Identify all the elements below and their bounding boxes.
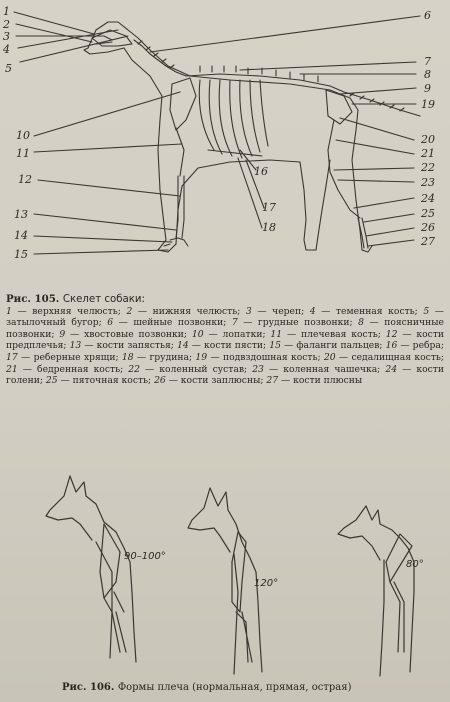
legend-item-text: — теменная кость;: [315, 305, 424, 317]
angle-normal: 90–100°: [124, 551, 166, 562]
legend-item-number: 23: [252, 363, 264, 375]
legend-item-text: — грудина;: [133, 351, 196, 363]
label-3: 3: [3, 30, 10, 43]
legend-item-number: 15: [269, 340, 281, 352]
legend-item-number: 9: [59, 328, 66, 340]
figure-106-subtitle: Формы плеча (нормальная, прямая, острая): [117, 682, 352, 693]
legend-item: [46, 375, 154, 386]
label-25: 25: [421, 207, 435, 220]
label-13: 13: [14, 208, 28, 221]
legend-item-text: — реберные хрящи;: [17, 351, 122, 363]
legend-item-number: 6: [107, 317, 114, 329]
legend-item-text: — кости запястья;: [81, 340, 177, 352]
legend-item-number: 20: [323, 351, 336, 363]
legend-item-number: 18: [121, 351, 134, 363]
figure-105-dog-skeleton: [0, 0, 450, 290]
figure-106-caption: [62, 682, 442, 693]
figure-105-subtitle: Скелет собаки:: [62, 294, 145, 305]
label-2: 2: [3, 18, 10, 31]
legend-item: [386, 340, 444, 351]
legend-item-text: — кости заплюсны;: [165, 375, 267, 387]
legend-item-text: — лопатки;: [203, 328, 271, 340]
label-9: 9: [424, 82, 431, 95]
label-26: 26: [421, 221, 435, 234]
figure-105-number: Рис. 105.: [6, 293, 60, 305]
angle-straight: 120°: [254, 578, 279, 589]
label-21: 21: [421, 147, 435, 160]
legend-item-number: 14: [176, 340, 189, 352]
legend-item-text: — хвостовые позвонки;: [65, 328, 192, 340]
label-6: 6: [424, 9, 431, 22]
figure-106-shoulder-forms: [0, 462, 450, 682]
legend-item: [154, 375, 266, 386]
legend-item-text: — шейные позвонки;: [113, 317, 232, 329]
legend-item-text: — кости голени;: [6, 363, 445, 387]
legend-item-number: 24: [385, 363, 398, 375]
legend-item-text: — череп;: [251, 305, 310, 317]
label-1: 1: [3, 5, 10, 18]
legend-item-text: — ребра;: [397, 340, 444, 352]
legend-item-number: 1: [6, 305, 12, 317]
label-8: 8: [424, 68, 431, 81]
label-22: 22: [421, 161, 435, 174]
legend-item: [107, 317, 232, 328]
legend-item-number: 25: [45, 375, 58, 387]
legend-item: [324, 352, 444, 363]
label-17: 17: [262, 201, 276, 214]
legend-item-number: 2: [126, 305, 133, 317]
legend-item-number: 27: [266, 375, 279, 387]
legend-item-number: 26: [154, 375, 166, 387]
legend-item-number: 22: [128, 363, 140, 375]
label-5: 5: [5, 62, 12, 75]
label-16: 16: [254, 165, 268, 178]
legend-item: [59, 329, 192, 340]
legend-item-text: — нижняя челюсть;: [132, 305, 246, 317]
legend-item-number: 19: [195, 351, 208, 363]
label-23: 23: [421, 176, 435, 189]
legend-item-text: — коленная чашечка;: [263, 363, 386, 375]
label-4: 4: [3, 43, 10, 56]
legend-item-text: — верхняя челюсть;: [11, 305, 127, 317]
legend-item: [195, 352, 323, 363]
legend-item-text: — пяточная кость;: [57, 375, 155, 387]
legend-item-number: 7: [231, 317, 238, 329]
legend-item-number: 3: [245, 305, 252, 317]
legend-item: [310, 306, 424, 317]
legend-item-text: — подвздошная кость;: [207, 351, 324, 363]
legend-item-number: 10: [191, 328, 204, 340]
label-27: 27: [421, 235, 435, 248]
label-18: 18: [262, 221, 276, 234]
legend-item-text: — затылочный бугор;: [6, 305, 444, 329]
legend-item: [192, 329, 271, 340]
legend-item: [252, 364, 385, 375]
shoulder-forms-drawing: [0, 462, 450, 682]
legend-item: [269, 340, 385, 351]
label-15: 15: [14, 248, 28, 261]
label-24: 24: [421, 192, 435, 205]
legend-item: [128, 364, 252, 375]
label-12: 12: [18, 173, 32, 186]
legend-item: [266, 375, 362, 386]
legend-item: [122, 352, 196, 363]
legend-item-number: 12: [385, 328, 398, 340]
legend-item: [6, 352, 122, 363]
label-11: 11: [16, 147, 30, 160]
legend-item-text: — плечевая кость;: [282, 328, 386, 340]
legend-item-text: — бедренная кость;: [17, 363, 129, 375]
legend-item-text: — кости плюсны: [278, 375, 363, 387]
legend-item-text: — коленный сустав;: [139, 363, 253, 375]
legend-item-text: — кости пясти;: [188, 340, 270, 352]
legend-item-number: 4: [309, 305, 316, 317]
label-10: 10: [16, 129, 30, 142]
legend-item: [6, 306, 126, 317]
legend-item-number: 8: [358, 317, 364, 329]
legend-item: [6, 364, 128, 375]
legend-item-text: — фаланги пальцев;: [280, 340, 386, 352]
legend-item-number: 16: [385, 340, 398, 352]
legend-item: [126, 306, 245, 317]
legend-item-text: — поясничные позвонки;: [6, 317, 444, 340]
legend-item-number: 5: [423, 305, 430, 317]
legend-item: [70, 340, 177, 351]
legend-item: [232, 317, 358, 328]
legend-item-number: 17: [6, 351, 18, 363]
dog-skeleton-drawing: [0, 0, 450, 290]
figure-105-caption: [6, 294, 444, 387]
legend-item-text: — грудные позвонки;: [237, 317, 359, 329]
figure-105-legend: [6, 306, 444, 387]
legend-item: [270, 329, 385, 340]
label-19: 19: [421, 98, 435, 111]
legend-item-text: — седалищная кость;: [335, 351, 445, 363]
legend-item-number: 21: [6, 363, 18, 375]
label-7: 7: [424, 55, 431, 68]
angle-acute: 80°: [406, 559, 424, 570]
legend-item: [177, 340, 269, 351]
legend-item-number: 13: [69, 340, 82, 352]
label-14: 14: [14, 229, 28, 242]
label-20: 20: [421, 133, 435, 146]
legend-item-number: 11: [270, 328, 283, 340]
figure-106-number: Рис. 106.: [62, 682, 115, 693]
legend-item: [246, 306, 310, 317]
legend-item-text: — кости предплечья;: [6, 328, 445, 352]
figure-105-title: [6, 293, 145, 305]
